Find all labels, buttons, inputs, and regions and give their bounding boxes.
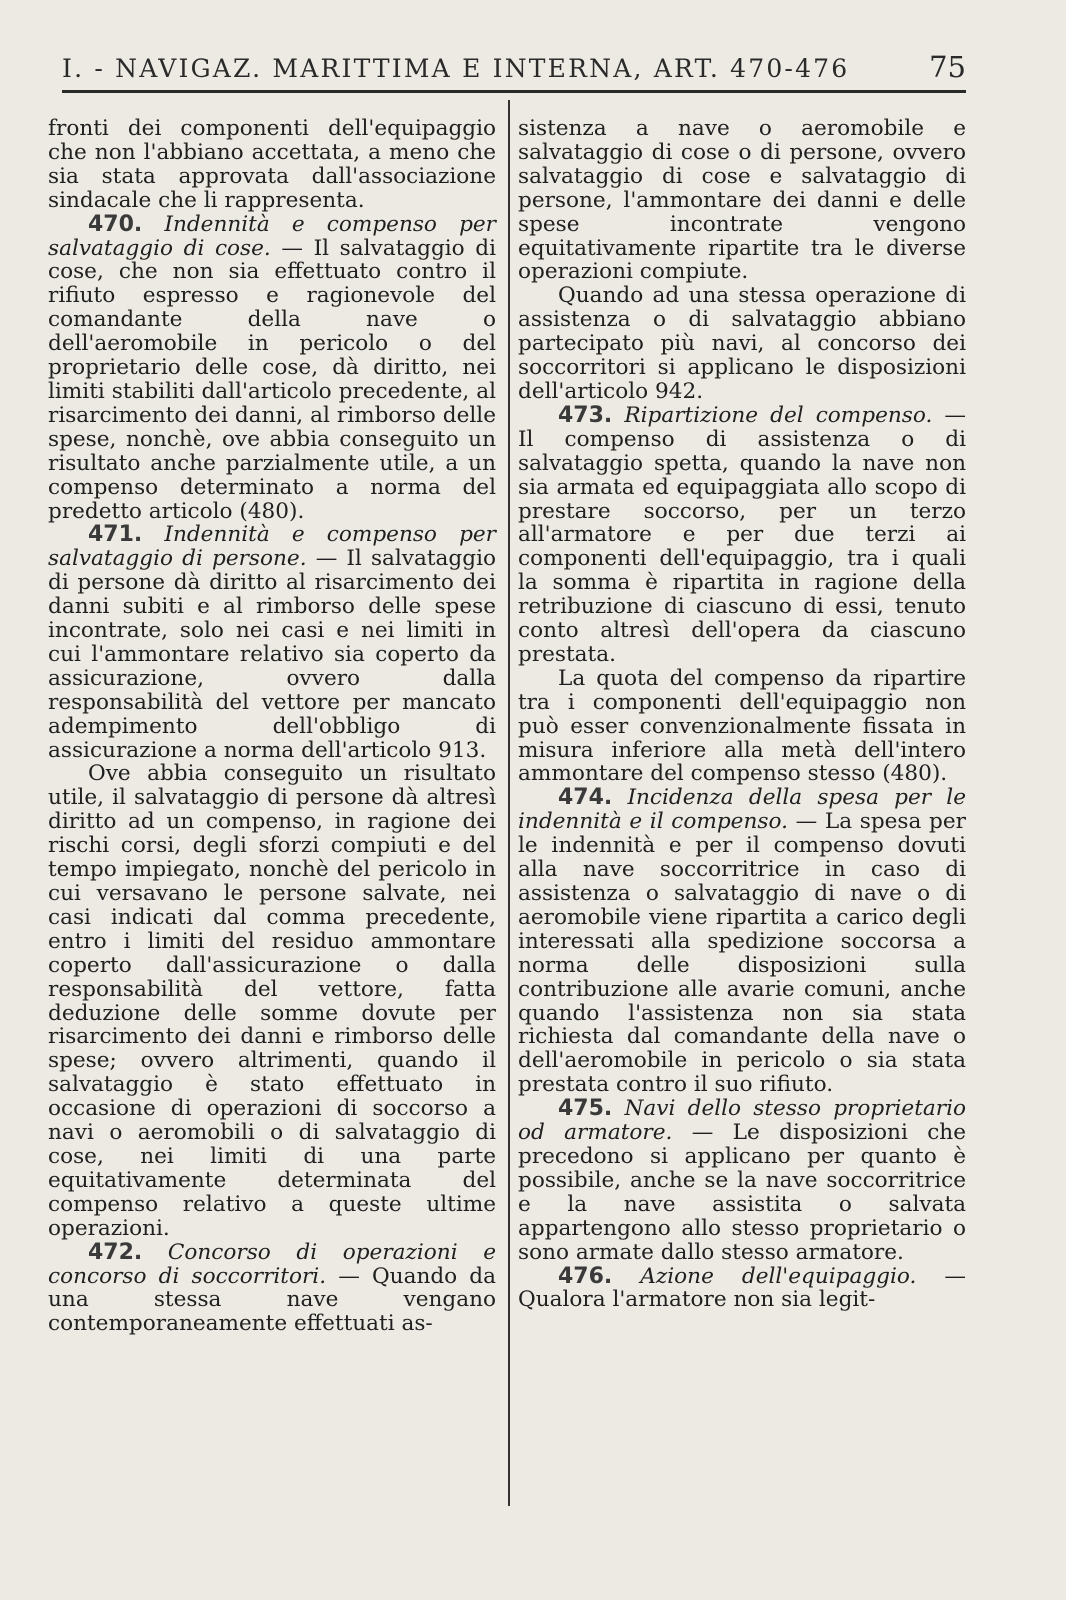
- header-rule: [62, 90, 966, 93]
- article-text: — Qualora l'armatore non sia legit-: [518, 1263, 966, 1313]
- article-title: Indennità e compenso per salvataggio di cose.: [48, 211, 496, 261]
- article-title: Incidenza della spesa per le indennità e il compenso.: [518, 785, 966, 835]
- article-title: Ripartizione del compenso.: [624, 402, 933, 428]
- right-column: [518, 117, 966, 1312]
- article-text: — Il compenso di assistenza o di salvataggio spetta, quando la nave non sia armata ed equipaggiata allo scopo di prestare soccorso, per un terzo all'armatore e per due terzi ai componenti dell'equipaggio, tra i quali la somma è ripartita in ragione della retribuzione di ciascuno di essi, tenuto conto altresì dell'opera da ciascuno prestata.: [518, 402, 966, 667]
- article-text: — Quando da una stessa nave vengano contemporaneamente effettuati as-: [48, 1263, 496, 1337]
- article-470: [48, 213, 496, 524]
- article-475: [518, 1097, 966, 1264]
- article-title: Indennità e compenso per salvataggio di persone.: [48, 522, 496, 572]
- continuation-paragraph: sistenza a nave o aeromobile e salvataggio di cose o di persone, ovvero salvataggio di cose e salvataggio di persone, l'ammontare dei danni e delle spese incontrate vengono equitativamente ripartite tra le diverse operazioni compiute.: [518, 116, 966, 285]
- running-header: [62, 50, 966, 84]
- column-divider: [508, 100, 510, 1506]
- article-474: [518, 786, 966, 1097]
- running-title: I. - NAVIGAZ. MARITTIMA E INTERNA, ART. 470-476: [62, 54, 850, 83]
- article-text: — La spesa per le indennità e per il compenso dovuti alla nave soccorritrice in caso di assistenza o salvataggio di nave o di aeromobile viene ripartita a carico degli interessati alla spedizione soccorsa a norma delle disposizioni sulla contribuzione alle avarie comuni, anche quando l'assistenza non sia stata richiesta dal comandante della nave o dell'aeromobile in pericolo o sia stata prestata contro il suo rifiuto.: [518, 809, 966, 1098]
- left-column: [48, 117, 496, 1336]
- article-title: Concorso di operazioni e concorso di soccorritori.: [48, 1239, 496, 1289]
- article-471-paragraph-2: Ove abbia conseguito un risultato utile, il salvataggio di persone dà altresì diritto ad un compenso, in ragione dei rischi corsi, degli sforzi compiuti e del tempo impiegato, nonchè del pericolo in cui versavano le persone salvate, nei casi indicati dal comma precedente, entro i limiti del residuo ammontare coperto dall'assicurazione o dalla responsabilità del vettore, fatta deduzione delle somme dovute per risarcimento dei danni e rimborso delle spese; ovvero altrimenti, quando il salvataggio è stato effettuato in occasione di operazioni di soccorso a navi o aeromobili o di salvataggio di cose, nei limiti di una parte equitativamente determinata del compenso relativo a queste ultime operazioni.: [48, 761, 496, 1241]
- article-number: 474.: [558, 785, 613, 811]
- article-476: [518, 1265, 966, 1313]
- article-473: [518, 404, 966, 667]
- article-text: — Le disposizioni che precedono si applicano per quanto è possibile, anche se la nave soccorritrice e la nave assistita o salvata appartengono allo stesso proprietario o sono armate dallo stesso armatore.: [518, 1120, 966, 1265]
- article-472: [48, 1241, 496, 1337]
- article-title: Azione dell'equipaggio.: [640, 1263, 917, 1289]
- article-number: 475.: [558, 1096, 613, 1122]
- article-number: 476.: [558, 1263, 613, 1289]
- continuation-paragraph: fronti dei componenti dell'equipaggio che non l'abbiano accettata, a meno che sia stata approvata dall'associazione sindacale che li rappresenta.: [48, 116, 496, 213]
- page-number: 75: [929, 50, 966, 84]
- article-471: [48, 523, 496, 762]
- article-text: — Il salvataggio di cose, che non sia effettuato contro il rifiuto espresso e ragionevole del comandante della nave o dell'aeromobile in pericolo o del proprietario delle cose, dà diritto, nei limiti stabiliti dall'articolo precedente, al risarcimento dei danni, al rimborso delle spese, nonchè, ove abbia conseguito un risultato anche parzialmente utile, a un compenso determinato a norma del predetto articolo (480).: [48, 235, 496, 524]
- article-title: Navi dello stesso proprietario od armatore.: [518, 1096, 966, 1146]
- article-number: 471.: [88, 522, 143, 548]
- article-text: — Il salvataggio di persone dà diritto al risarcimento dei danni subiti e al rimborso delle spese incontrate, solo nei casi e nei limiti in cui l'ammontare relativo sia coperto da assicurazione, ovvero dalla responsabilità del vettore per mancato adempimento dell'obbligo di assicurazione a norma dell'articolo 913.: [48, 546, 496, 763]
- article-473-paragraph-2: La quota del compenso da ripartire tra i componenti dell'equipaggio non può esser convenzionalmente fissata in misura inferiore alla metà dell'intero ammontare del compenso stesso (480).: [518, 665, 966, 787]
- article-number: 472.: [88, 1239, 143, 1265]
- article-number: 470.: [88, 211, 143, 237]
- article-472-paragraph-2: Quando ad una stessa operazione di assistenza o di salvataggio abbiano partecipato più navi, al concorso dei soccorritori si applicano le disposizioni dell'articolo 942.: [518, 283, 966, 404]
- article-number: 473.: [558, 402, 613, 428]
